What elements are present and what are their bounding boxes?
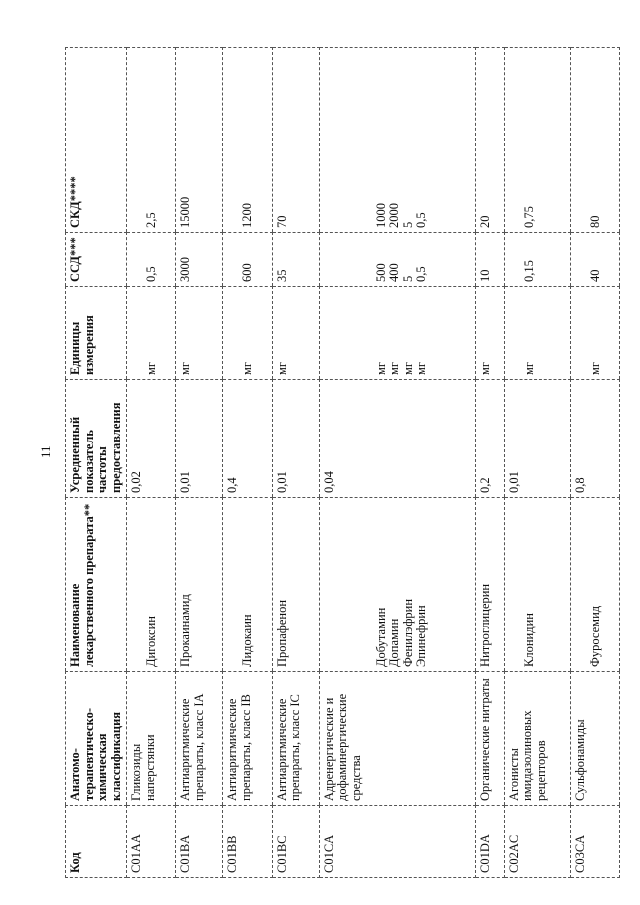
freq-cell: 0,8 [570,380,619,498]
unit-cell: мг [176,287,223,380]
table-row [272,48,319,878]
unit-value: мг [400,361,415,375]
drug-cell [319,498,476,672]
drug-name: Фенилэфрин [400,598,415,667]
drug-cell: Лидокаин [223,498,272,672]
drug-cell: Прокаинамид [176,498,223,672]
unit-cell: мг [272,287,319,380]
ckd-cell: 80 [570,48,619,233]
code-cell: C01BB [223,806,272,878]
unit-cell: мг [504,287,570,380]
drug-name: Добутамин [373,607,388,667]
ckd-cell: 70 [272,48,319,233]
drug-name: Допамин [387,618,402,667]
ckd-value: 1000 [373,203,388,228]
freq-cell: 0,01 [272,380,319,498]
unit-cell: мг [570,287,619,380]
header-ckd: СКД**** [66,48,127,233]
freq-cell: 0,02 [127,380,176,498]
code-cell: C01AA [127,806,176,878]
atc-cell: Гликозиды наперстянки [127,672,176,806]
code-cell: C01CA [319,806,476,878]
header-freq: Усредненный показатель частоты предоставления [66,380,127,498]
header-code: Код [66,806,127,878]
drug-cell: Пропафенон [272,498,319,672]
header-row [66,48,127,878]
sdd-cell [319,233,476,287]
sdd-cell: 10 [476,233,504,287]
code-cell: C03CA [570,806,619,878]
freq-cell: 0,01 [176,380,223,498]
header-drug: Наименование лекарственного препарата** [66,498,127,672]
ckd-cell: 0,75 [504,48,570,233]
table-row [570,48,619,878]
table-row [127,48,176,878]
sdd-cell: 0,15 [504,233,570,287]
code-cell: C01BA [176,806,223,878]
sdd-value: 0,5 [414,266,429,282]
sdd-cell: 40 [570,233,619,287]
page-number: 11 [38,445,53,458]
ckd-cell: 2,5 [127,48,176,233]
atc-cell: Органические нитраты [476,672,504,806]
sdd-cell: 0,5 [127,233,176,287]
sdd-cell: 600 [223,233,272,287]
unit-cell: мг [127,287,176,380]
freq-cell: 0,2 [476,380,504,498]
drug-table [65,47,620,878]
ckd-cell [319,48,476,233]
drug-cell: Дигоксин [127,498,176,672]
drug-name: Эпинефрин [414,605,429,667]
code-cell: C02AC [504,806,570,878]
rotated-table-container [65,48,620,878]
unit-cell: мг [476,287,504,380]
drug-cell: Нитроглицерин [476,498,504,672]
atc-cell: Агонисты имидазолиновых рецепторов [504,672,570,806]
ckd-value: 2000 [387,203,402,228]
header-sdd: ССД*** [66,233,127,287]
table-row [223,48,272,878]
atc-cell: Антиаритмические препараты, класс IC [272,672,319,806]
sdd-cell: 3000 [176,233,223,287]
atc-cell: Антиаритмические препараты, класс IB [223,672,272,806]
code-cell: C01BC [272,806,319,878]
unit-value: мг [414,361,429,375]
ckd-cell: 20 [476,48,504,233]
atc-cell: Адренергические и дофаминергические средства [319,672,476,806]
ckd-value: 0,5 [414,212,429,228]
header-unit: Единицы измерения [66,287,127,380]
ckd-value: 5 [400,221,415,228]
ckd-cell: 15000 [176,48,223,233]
table-row [319,48,476,878]
sdd-value: 5 [400,275,415,282]
atc-cell: Антиаритмические препараты, класс IA [176,672,223,806]
drug-cell: Клонидин [504,498,570,672]
header-atc: Анатомо-терапевтическо-химическая классификация [66,672,127,806]
table-row [176,48,223,878]
sdd-cell: 35 [272,233,319,287]
unit-value: мг [373,361,388,375]
table-row [476,48,504,878]
freq-cell: 0,4 [223,380,272,498]
freq-cell: 0,01 [504,380,570,498]
drug-cell: Фуросемид [570,498,619,672]
table-row [504,48,570,878]
unit-cell: мг [223,287,272,380]
unit-cell [319,287,476,380]
code-cell: C01DA [476,806,504,878]
freq-cell: 0,04 [319,380,476,498]
atc-cell: Сульфонамиды [570,672,619,806]
unit-value: мг [387,361,402,375]
sdd-value: 500 [373,263,388,282]
sdd-value: 400 [387,263,402,282]
ckd-cell: 1200 [223,48,272,233]
